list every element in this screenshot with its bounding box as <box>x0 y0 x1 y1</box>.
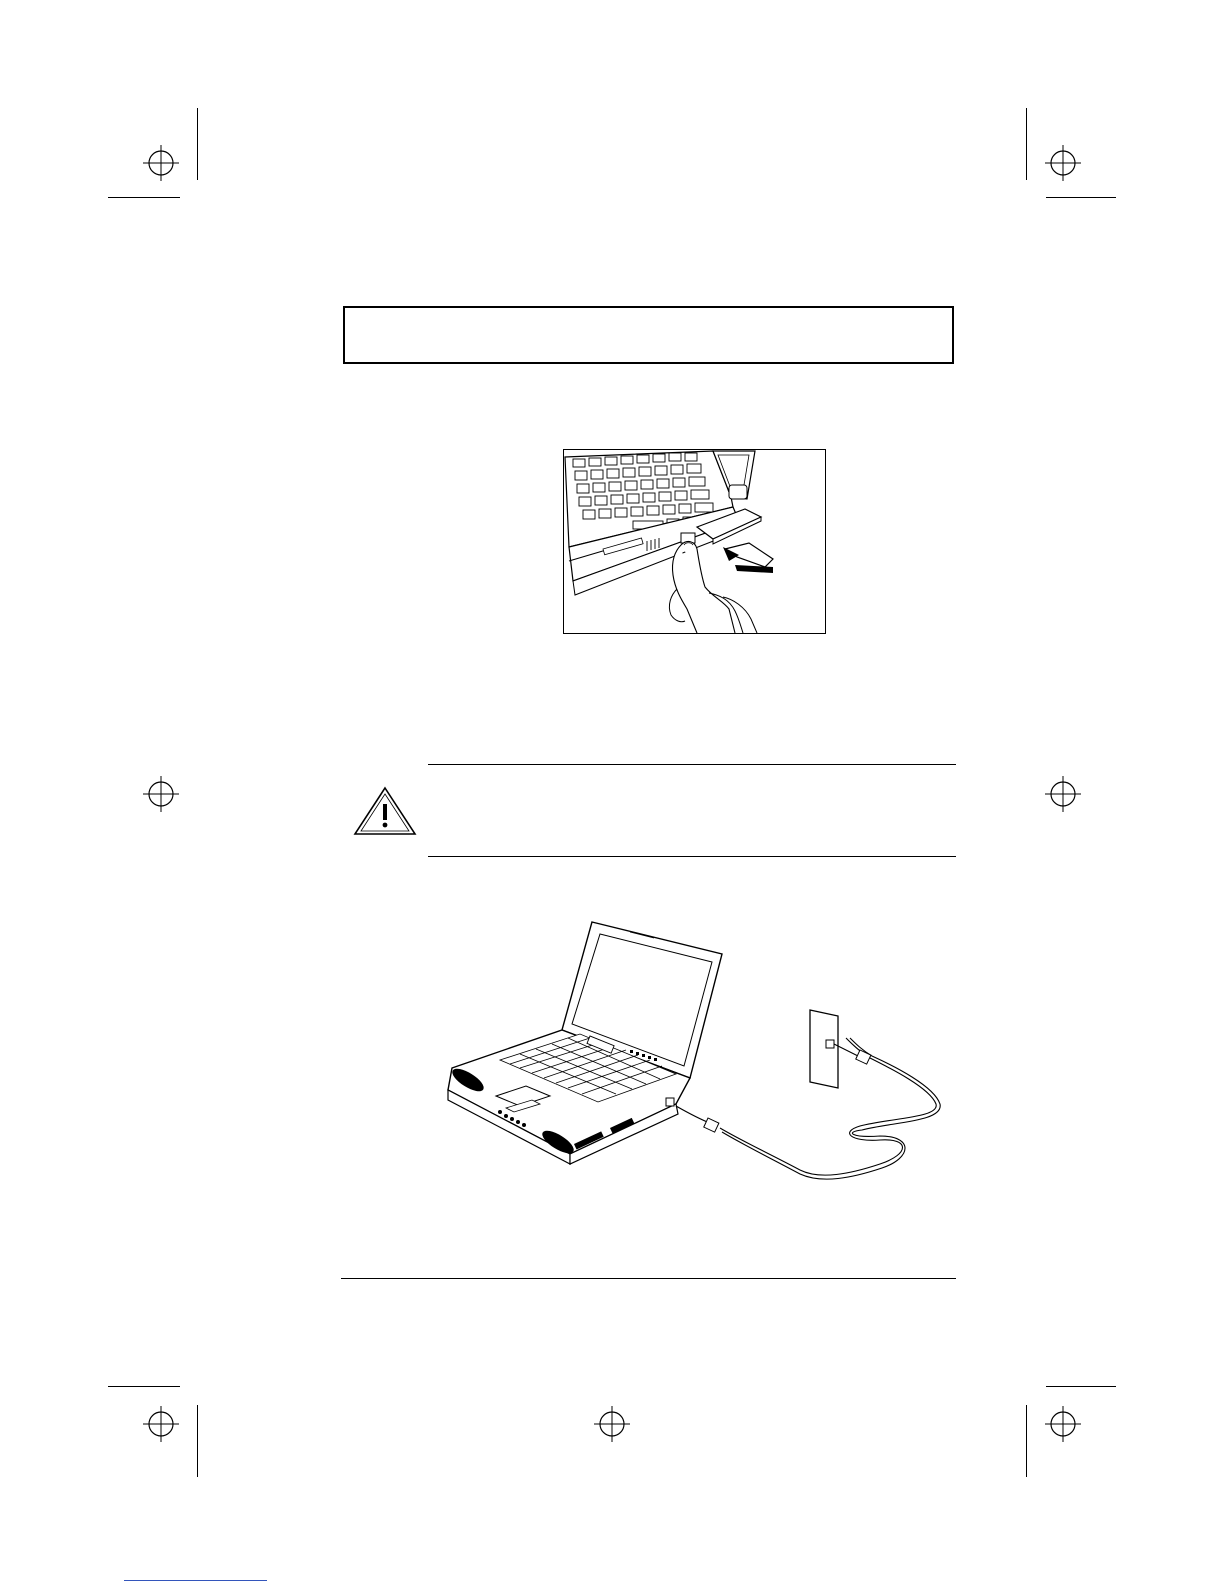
crop-mark-top-left-vertical <box>197 108 198 180</box>
registration-mark-icon <box>141 1404 181 1444</box>
registration-mark-icon <box>1043 774 1083 814</box>
registration-mark-icon <box>141 774 181 814</box>
registration-mark-icon <box>141 143 181 183</box>
caution-bottom-rule <box>428 856 956 857</box>
registration-mark-icon <box>592 1404 632 1444</box>
section-header-box <box>343 306 954 364</box>
pc-card-eject-illustration <box>563 449 826 634</box>
warning-triangle-icon <box>353 786 417 836</box>
crop-mark-bottom-left-horizontal <box>108 1386 180 1387</box>
registration-mark-icon <box>1043 143 1083 183</box>
laptop-phone-jack-illustration <box>440 918 950 1180</box>
crop-mark-top-right-vertical <box>1026 108 1027 180</box>
caution-top-rule <box>428 764 956 765</box>
crop-mark-top-right-horizontal <box>1046 197 1116 198</box>
crop-mark-bottom-right-vertical <box>1026 1405 1027 1477</box>
crop-mark-bottom-left-vertical <box>197 1405 198 1477</box>
link-underline[interactable] <box>124 1580 267 1581</box>
crop-mark-bottom-right-horizontal <box>1046 1386 1116 1387</box>
crop-mark-top-left-horizontal <box>108 197 180 198</box>
registration-mark-icon <box>1043 1404 1083 1444</box>
footer-rule <box>341 1278 956 1279</box>
